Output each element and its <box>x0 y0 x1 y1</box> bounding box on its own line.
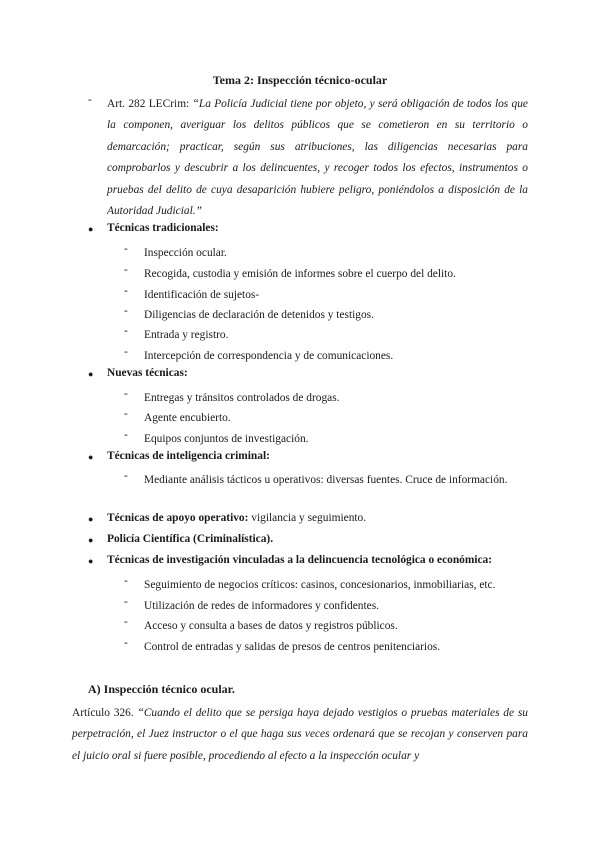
list-item-text: Seguimiento de negocios críticos: casinos, concesionarios, inmobiliarias, etc. <box>144 579 496 591</box>
list-item <box>124 243 528 264</box>
list-item <box>124 264 528 285</box>
heading-tradicionales: Técnicas tradicionales: <box>107 222 219 234</box>
dash-marker: - <box>124 305 128 317</box>
dash-marker: - <box>88 94 92 106</box>
art326-ref: Artículo 326. <box>72 707 138 719</box>
dash-marker: - <box>124 285 128 297</box>
list-item-text: Entrada y registro. <box>144 329 229 341</box>
list-item-text: Intercepción de correspondencia y de comunicaciones. <box>144 350 394 362</box>
list-item-text: Utilización de redes de informadores y confidentes. <box>144 600 380 612</box>
list-item-text: Identificación de sujetos- <box>144 289 260 301</box>
list-item-text: Entregas y tránsitos controlados de drogas. <box>144 392 340 404</box>
art282-paragraph <box>107 94 528 222</box>
bullet-icon: ● <box>88 556 94 566</box>
bullet-icon: ● <box>88 452 94 462</box>
list-item <box>124 388 528 409</box>
dash-marker: - <box>124 596 128 608</box>
dash-marker: - <box>124 325 128 337</box>
list-item-text: Inspección ocular. <box>144 247 227 259</box>
list-item <box>124 616 528 637</box>
page-title: Tema 2: Inspección técnico-ocular <box>212 73 388 87</box>
list-item-text: Diligencias de declaración de detenidos y testigos. <box>144 309 374 321</box>
list-item-text: Equipos conjuntos de investigación. <box>144 433 309 445</box>
heading-inteligencia: Técnicas de inteligencia criminal: <box>107 450 270 462</box>
heading-tecnologica: Técnicas de investigación vinculadas a la delincuencia tecnológica o económica: <box>107 554 493 566</box>
section-a-heading: A) Inspección técnico ocular. <box>88 682 235 696</box>
list-item <box>124 325 528 346</box>
list-item <box>124 596 528 617</box>
list-item-text: Agente encubierto. <box>144 412 231 424</box>
heading-cientifica: Policía Científica (Criminalística). <box>107 533 274 545</box>
bullet-icon: ● <box>88 224 94 234</box>
list-item-text: Control de entradas y salidas de presos de centros penitenciarios. <box>144 641 441 653</box>
list-item <box>124 575 528 596</box>
art282-quote: “La Policía Judicial tiene por objeto, y será obligación de todos los que la componen, averiguar los delitos públicos que se cometieron en su territorio o demarcación; practicar, según sus atribuciones, las diligencias necesarias para comprobarlos y descubrir a los delincuentes, y recoger todos los efectos, instrumentos o pruebas del delito de cuya desaparición hubiere peligro, poniéndolos a disposición de la Autoridad Judicial.” <box>107 98 528 218</box>
apoyo-line <box>107 512 366 524</box>
list-item <box>124 429 528 450</box>
dash-marker: - <box>124 264 128 276</box>
apoyo-rest: vigilancia y seguimiento. <box>248 512 367 524</box>
dash-marker: - <box>124 346 128 358</box>
dash-marker: - <box>124 470 128 482</box>
heading-nuevas: Nuevas técnicas: <box>107 367 188 379</box>
list-item <box>124 637 528 658</box>
dash-marker: - <box>124 637 128 649</box>
dash-marker: - <box>124 388 128 400</box>
art282-ref: Art. 282 LECrim: <box>107 98 193 110</box>
list-item <box>124 470 528 491</box>
dash-marker: - <box>124 575 128 587</box>
list-item <box>124 408 528 429</box>
bullet-icon: ● <box>88 369 94 379</box>
list-item <box>124 346 528 367</box>
dash-marker: - <box>124 616 128 628</box>
dash-marker: - <box>124 429 128 441</box>
list-item <box>124 285 528 306</box>
art282-item <box>88 94 528 222</box>
bullet-icon: ● <box>88 535 94 545</box>
dash-marker: - <box>124 243 128 255</box>
art326-paragraph <box>72 703 528 767</box>
dash-marker: - <box>124 408 128 420</box>
list-item <box>124 305 528 326</box>
list-item-text: Recogida, custodia y emisión de informes sobre el cuerpo del delito. <box>144 268 456 280</box>
bullet-icon: ● <box>88 514 94 524</box>
heading-apoyo: Técnicas de apoyo operativo: <box>107 512 249 524</box>
art326-quote: “Cuando el delito que se persiga haya dejado vestigios o pruebas materiales de su perpetración, el Juez instructor o el que haga sus veces ordenará que se recojan y conserven para el juicio oral si fuere posible, procediendo al efecto a la inspección ocular y <box>72 707 528 762</box>
list-item-text: Mediante análisis tácticos u operativos: diversas fuentes. Cruce de información. <box>144 474 508 486</box>
list-item-text: Acceso y consulta a bases de datos y registros públicos. <box>144 620 398 632</box>
